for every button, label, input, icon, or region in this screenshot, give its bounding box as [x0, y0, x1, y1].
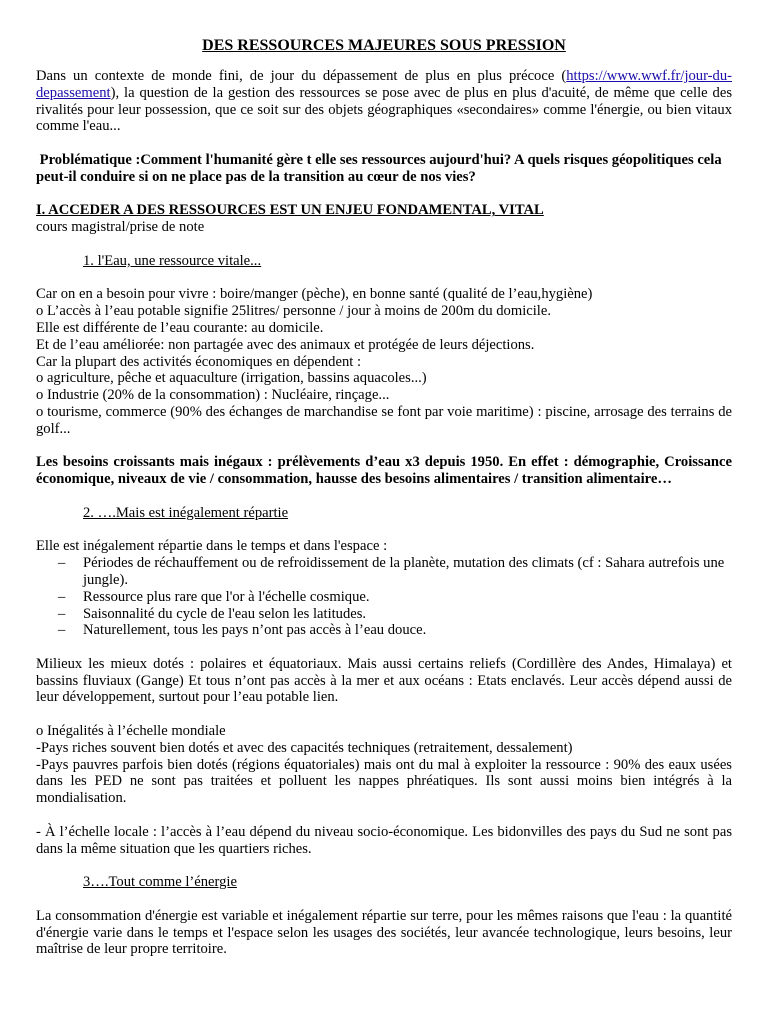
water-line: o Industrie (20% de la consommation) : Nucléaire, rinçage...	[36, 387, 390, 404]
energy-paragraph: La consommation d'énergie est variable et inégalement répartie sur terre, pour les mêmes raisons que l'eau : la quantité d'énergie varie dans le temps et l'espace selon les usages des sociétés, leur avancée technologique, leurs besoins, leur maîtrise de leur propre territoire.	[36, 907, 732, 958]
list-item	[36, 606, 732, 623]
intro-text-start: Dans un contexte de monde fini, de jour du dépassement de plus en plus précoce (	[36, 68, 567, 84]
wwf-link[interactable]: https://www.wwf.fr/jour-du-depassement	[36, 68, 732, 101]
distribution-intro: Elle est inégalement répartie dans le temps et dans l'espace :	[36, 538, 388, 555]
list-item	[36, 589, 732, 606]
subsection-2-heading-text: 2. ….Mais est inégalement répartie	[83, 504, 289, 521]
subsection-3-heading	[36, 874, 732, 891]
dash-marker: –	[58, 588, 66, 605]
list-item	[36, 622, 732, 639]
list-item	[36, 555, 732, 589]
water-line: Elle est différente de l’eau courante: au domicile.	[36, 319, 324, 336]
local-scale-paragraph: - À l’échelle locale : l’accès à l’eau dépend du niveau socio-économique. Les bidonvilles des pays du Sud ne sont pas dans la même situation que les quartiers riches.	[36, 823, 732, 857]
list-item-text: Périodes de réchauffement ou de refroidissement de la planète, mutation des climats (cf : Sahara autrefois une jungle).	[83, 555, 725, 588]
inequality-line: o Inégalités à l’échelle mondiale	[36, 723, 226, 740]
water-line: Car on en a besoin pour vivre : boire/manger (pèche), en bonne santé (qualité de l’eau,hygiène)	[36, 286, 593, 303]
document-page	[36, 36, 732, 958]
section-1-subnote: cours magistral/prise de note	[36, 219, 205, 236]
inequality-line: -Pays pauvres parfois bien dotés (régions équatoriales) mais ont du mal à exploiter la ressource : 90% des eaux usées dans les PED ne sont pas traitées et polluent les nappes phréatiques. Ils sont aussi moins bien intégrés à la mondialisation.	[36, 756, 732, 807]
inequality-line: -Pays riches souvent bien dotés et avec des capacités techniques (retraitement, dessalement)	[36, 739, 573, 756]
water-line: Car la plupart des activités économiques en dépendent :	[36, 353, 362, 370]
problematique: Problématique :Comment l'humanité gère t elle ses ressources aujourd'hui? A quels risques géopolitiques cela peut-il conduire si on ne place pas de la transition au cœur de nos vies?	[36, 151, 726, 185]
list-item-text: Saisonnalité du cycle de l'eau selon les latitudes.	[83, 605, 367, 622]
milieux-paragraph: Milieux les mieux dotés : polaires et équatoriaux. Mais aussi certains reliefs (Cordillère des Andes, Himalaya) et bassins fluviaux (Gange) Et tous n’ont pas accès à la mer et aux océans : Etats enclavés. Leur accès dépend aussi de leur développement, surtout pour l’eau potable lien.	[36, 655, 732, 706]
distribution-list	[36, 555, 732, 639]
list-item-text: Ressource plus rare que l'or à l'échelle cosmique.	[83, 588, 370, 605]
water-line: o agriculture, pêche et aquaculture (irrigation, bassins aquacoles...)	[36, 370, 427, 387]
subsection-2-heading	[36, 505, 732, 522]
subsection-3-heading-text: 3….Tout comme l’énergie	[83, 874, 237, 891]
subsection-1-heading	[36, 253, 732, 270]
dash-marker: –	[58, 605, 66, 622]
section-1-heading: I. ACCEDER A DES RESSOURCES EST UN ENJEU FONDAMENTAL, VITAL	[36, 202, 544, 219]
needs-paragraph: Les besoins croissants mais inégaux : prélèvements d’eau x3 depuis 1950. En effet : démographie, Croissance économique, niveaux de vie / consommation, hausse des besoins alimentaires / transition alimentaire…	[36, 454, 732, 488]
dash-marker: –	[58, 622, 66, 639]
list-item-text: Naturellement, tous les pays n’ont pas accès à l’eau douce.	[83, 622, 427, 639]
subsection-1-heading-text: 1. l'Eau, une ressource vitale...	[83, 252, 262, 269]
water-line: Et de l’eau améliorée: non partagée avec des animaux et protégée de leurs déjections.	[36, 336, 535, 353]
page-title: DES RESSOURCES MAJEURES SOUS PRESSION	[202, 37, 566, 54]
intro-text-end: ), la question de la gestion des ressources se pose avec de plus en plus d'acuité, de même que celle des rivalités pour leur possession, que ce soit sur des objets géographiques «secondaires» comme l'énergie, ou bien vitaux comme l'eau...	[36, 84, 732, 135]
intro-paragraph	[36, 68, 732, 135]
water-line: o tourisme, commerce (90% des échanges de marchandise se font par voie maritime) : piscine, arrosage des terrains de golf...	[36, 403, 732, 437]
dash-marker: –	[58, 555, 66, 572]
water-line: o L’accès à l’eau potable signifie 25litres/ personne / jour à moins de 200m du domicile.	[36, 303, 551, 320]
